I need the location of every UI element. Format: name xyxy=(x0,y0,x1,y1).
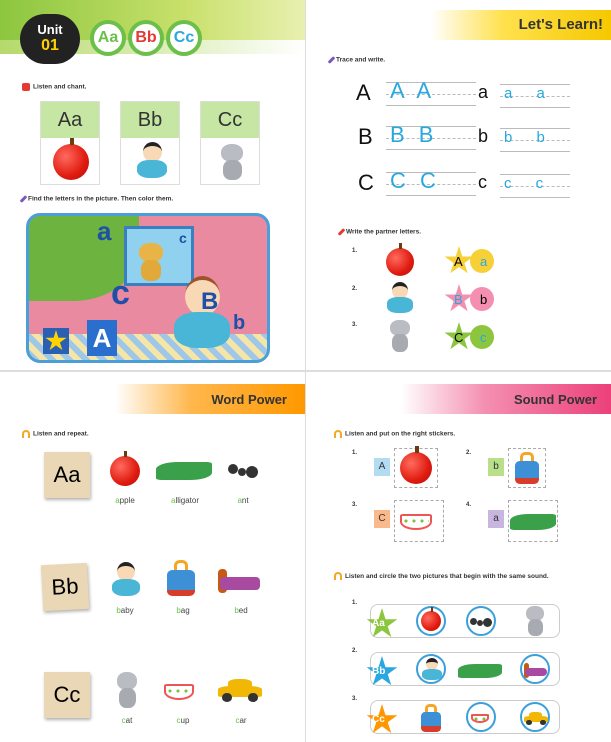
note-cc: Cc xyxy=(44,672,90,718)
instruction-listen-repeat xyxy=(22,430,89,438)
unit-number: 01 xyxy=(41,37,59,54)
instruction-text: Find the letters in the picture. Then color them. xyxy=(28,195,174,203)
scene-letter-a: a xyxy=(97,216,112,246)
page-divider-horizontal xyxy=(0,370,611,372)
instruction-text: Trace and write. xyxy=(336,56,386,64)
row-number: 4. xyxy=(466,502,472,508)
cat-picture xyxy=(110,670,144,710)
star-label-aa: Aa xyxy=(372,618,385,629)
apple-picture xyxy=(110,456,140,486)
cat-figure xyxy=(131,241,171,283)
row-number: 3. xyxy=(352,322,358,328)
instruction-text: Listen and repeat. xyxy=(33,430,89,438)
trace-letters-a-lower: a a xyxy=(504,85,555,102)
moon-letter-c: c xyxy=(480,330,487,345)
apple-picture xyxy=(400,452,432,484)
apple-picture xyxy=(53,144,89,180)
ant-picture xyxy=(226,456,260,490)
scene-letter-b-lower: b xyxy=(233,312,246,334)
word-bed: bed xyxy=(234,606,248,615)
star-label-bb: Bb xyxy=(372,666,386,677)
row-number: 2. xyxy=(352,648,358,654)
row-number: 2. xyxy=(352,286,358,292)
card-bb xyxy=(120,101,180,185)
instruction-text: Listen and put on the right stickers. xyxy=(345,430,456,438)
choice-cup[interactable] xyxy=(466,702,496,732)
page-title: Word Power xyxy=(211,392,287,407)
choice-car[interactable] xyxy=(520,702,550,732)
cup-picture xyxy=(162,676,202,706)
cat-picture xyxy=(213,142,251,182)
star-letter-a: A xyxy=(454,254,463,269)
headphones-icon xyxy=(334,430,342,438)
bed-picture xyxy=(218,564,262,596)
model-letter-a-lower: a xyxy=(478,82,489,102)
pill-bb: Bb xyxy=(128,20,164,56)
headphones-icon xyxy=(334,572,342,580)
block-letter: A xyxy=(87,320,117,356)
instruction-find-letters xyxy=(22,195,173,203)
drum-icon xyxy=(22,83,30,91)
page-title: Sound Power xyxy=(513,392,597,407)
bag-picture xyxy=(512,450,542,486)
pill-cc: Cc xyxy=(166,20,202,56)
word-bag: bag xyxy=(176,606,190,615)
card-cc xyxy=(200,101,260,185)
star-label-cc: Cc xyxy=(372,714,385,725)
row-number: 1. xyxy=(352,450,358,456)
row-number: 2. xyxy=(466,450,472,456)
model-letter-a: A xyxy=(356,80,371,105)
choice-cat[interactable] xyxy=(520,604,550,638)
find-letters-scene xyxy=(26,213,270,363)
alligator-picture xyxy=(156,462,212,480)
choice-alligator[interactable] xyxy=(458,664,502,678)
headphones-icon xyxy=(22,430,30,438)
sticker-letter-b: b xyxy=(488,458,504,476)
model-letter-c: C xyxy=(358,170,374,195)
unit-badge xyxy=(20,14,80,64)
choice-apple[interactable] xyxy=(416,606,446,636)
choice-bed[interactable] xyxy=(520,654,550,684)
crayon-icon xyxy=(20,195,28,203)
page-lets-learn xyxy=(306,0,611,370)
trace-letters-b-lower: b b xyxy=(504,129,555,146)
word-car: car xyxy=(235,716,247,725)
instruction-text: Listen and circle the two pictures that begin with the same sound. xyxy=(345,573,549,580)
apple-picture xyxy=(386,248,414,276)
row-number: 1. xyxy=(352,248,358,254)
word-apple: apple xyxy=(115,496,135,505)
sticker-letter-c: C xyxy=(374,510,390,528)
pill-aa: Aa xyxy=(90,20,126,56)
baby-picture xyxy=(108,562,144,600)
row-number: 3. xyxy=(352,696,358,702)
page-word-power xyxy=(0,372,305,742)
moon-letter-b: b xyxy=(480,292,488,307)
row-number: 1. xyxy=(352,600,358,606)
scene-letter-b-upper: B xyxy=(201,288,219,315)
moon-letter-a: a xyxy=(480,254,488,269)
alligator-picture xyxy=(510,514,556,530)
choice-bag[interactable] xyxy=(418,702,444,734)
star-letter-b: B xyxy=(454,292,463,307)
instruction-stickers xyxy=(334,430,455,438)
bag-picture xyxy=(164,558,198,598)
instruction-partner-letters xyxy=(340,228,421,236)
trace-letters-b: B B xyxy=(390,122,438,147)
pencil-icon xyxy=(328,56,336,64)
cat-picture xyxy=(384,318,416,354)
page-title: Let's Learn! xyxy=(518,16,603,33)
row-number: 3. xyxy=(352,502,358,508)
choice-ant[interactable] xyxy=(466,606,496,636)
word-cup: cup xyxy=(176,716,190,725)
baby-picture xyxy=(133,142,171,182)
sticker-letter-a-lower: a xyxy=(488,510,504,528)
word-baby: baby xyxy=(116,606,134,615)
card-letter: Cc xyxy=(201,102,259,138)
scene-letter-c-small: c xyxy=(179,230,187,246)
card-letter: Bb xyxy=(121,102,179,138)
word-alligator: alligator xyxy=(170,496,200,505)
note-bb: Bb xyxy=(41,563,89,611)
car-picture xyxy=(218,676,262,704)
instruction-listen-chant xyxy=(22,83,86,91)
model-letter-b-lower: b xyxy=(478,126,489,146)
trace-letters-c-lower: c c xyxy=(504,175,554,192)
instruction-text: Listen and chant. xyxy=(33,83,87,91)
cup-picture xyxy=(398,506,440,536)
trace-letters-a: A A xyxy=(390,78,436,103)
sticker-letter-a: A xyxy=(374,458,390,476)
model-letter-c-lower: c xyxy=(478,172,487,192)
choice-baby[interactable] xyxy=(416,654,446,684)
instruction-circle xyxy=(334,572,584,581)
word-cat: cat xyxy=(121,716,133,725)
baby-picture xyxy=(384,282,416,316)
card-letter: Aa xyxy=(41,102,99,138)
instruction-text: Write the partner letters. xyxy=(346,228,422,236)
trace-letters-c: C C xyxy=(390,168,440,193)
word-ant: ant xyxy=(237,496,249,505)
page-unit-intro xyxy=(0,0,305,370)
model-letter-b: B xyxy=(358,124,373,149)
block-star xyxy=(43,328,69,354)
page-sound-power xyxy=(306,372,611,742)
pencil-icon xyxy=(338,228,346,236)
scene-letter-c-large: c xyxy=(111,274,130,312)
note-aa: Aa xyxy=(44,452,90,498)
unit-label: Unit xyxy=(37,22,63,37)
star-letter-c: C xyxy=(454,330,464,345)
instruction-trace-write xyxy=(330,56,385,64)
card-aa xyxy=(40,101,100,185)
